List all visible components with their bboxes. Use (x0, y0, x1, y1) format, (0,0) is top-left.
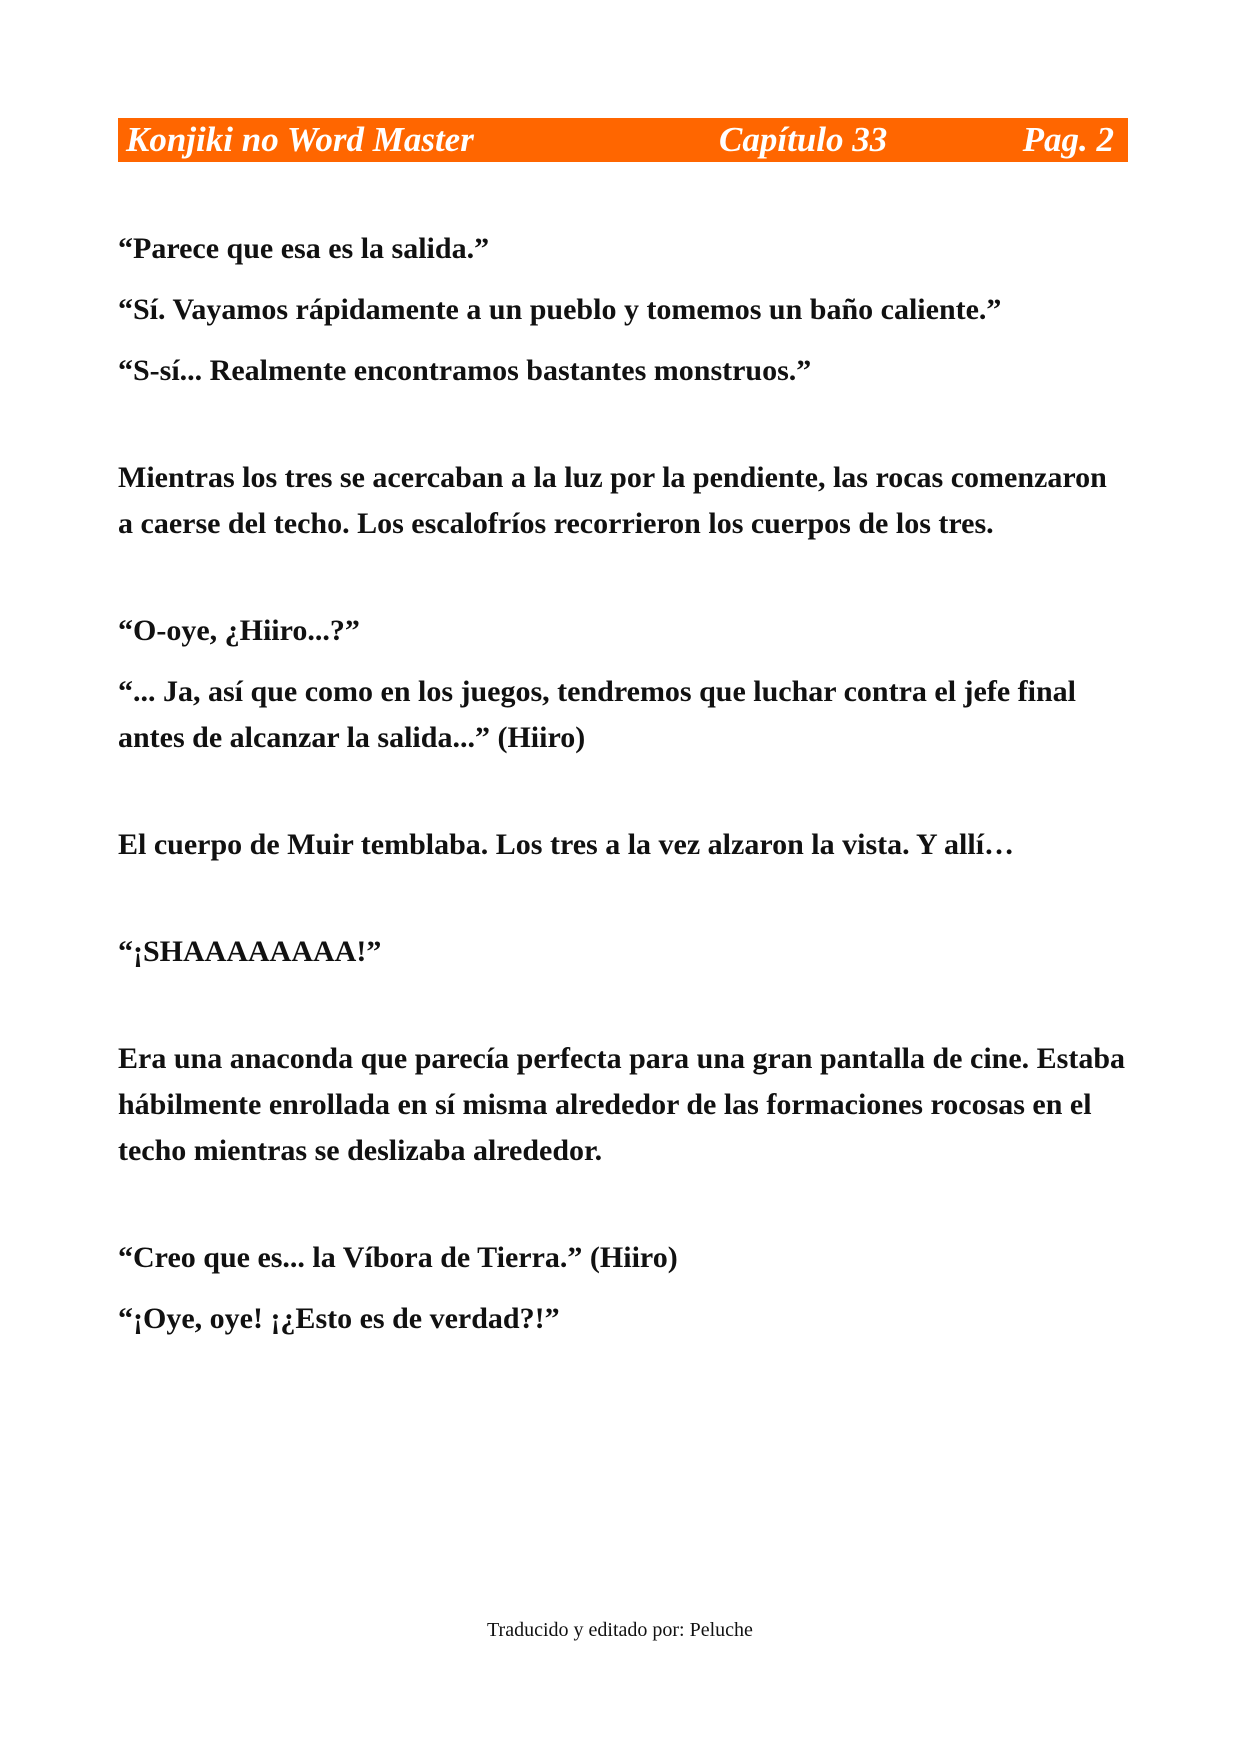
narration-paragraph: Mientras los tres se acercaban a la luz por la pendiente, las rocas comenzaron a caerse del techo. Los escalofríos recorrieron los cuerpos de los tres. (118, 461, 1107, 540)
dialogue-line: “... Ja, así que como en los juegos, tendremos que luchar contra el jefe final antes de alcanzar la salida...” (Hiiro) (118, 675, 1076, 754)
page-body (118, 226, 1128, 1342)
narration-paragraph: Era una anaconda que parecía perfecta para una gran pantalla de cine. Estaba hábilmente enrollada en sí misma alrededor de las formaciones rocosas en el techo mientras se deslizaba alrededor. (118, 1042, 1126, 1167)
dialogue-line: “Creo que es... la Víbora de Tierra.” (Hiiro) (118, 1241, 678, 1274)
header-chapter: Capítulo 33 (719, 120, 888, 159)
dialogue-line: “S-sí... Realmente encontramos bastantes monstruos.” (118, 354, 812, 387)
narration-paragraph: El cuerpo de Muir temblaba. Los tres a la vez alzaron la vista. Y allí… (118, 828, 1015, 861)
header-page-number: Pag. 2 (1022, 120, 1114, 159)
dialogue-line: “Parece que esa es la salida.” (118, 232, 490, 265)
dialogue-line: “¡SHAAAAAAAA!” (118, 935, 382, 968)
dialogue-line: “Sí. Vayamos rápidamente a un pueblo y tomemos un baño caliente.” (118, 293, 1002, 326)
dialogue-line: “O-oye, ¿Hiiro...?” (118, 614, 360, 647)
header-book-title: Konjiki no Word Master (126, 120, 474, 159)
dialogue-line: “¡Oye, oye! ¡¿Esto es de verdad?!” (118, 1302, 560, 1335)
translator-credit: Traducido y editado por: Peluche (487, 1619, 753, 1641)
page-header (118, 118, 1128, 162)
